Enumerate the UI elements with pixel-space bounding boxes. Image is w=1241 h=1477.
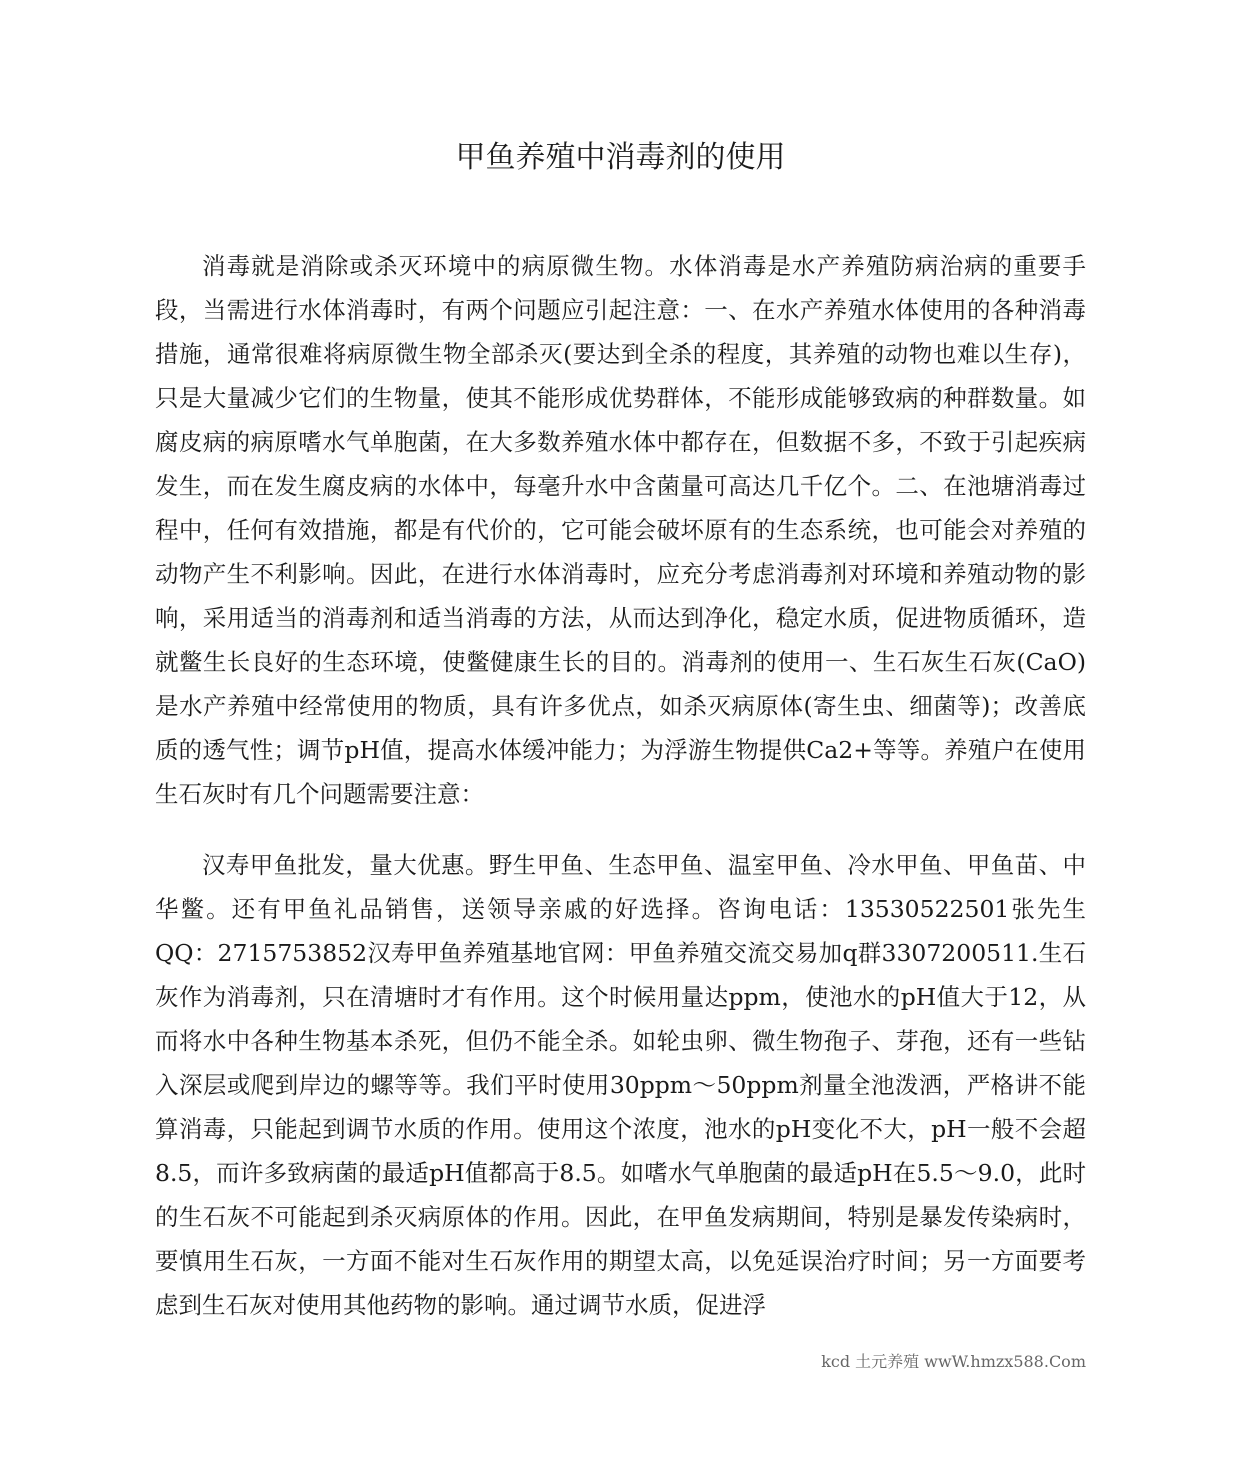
paragraph-disinfection-intro: 消毒就是消除或杀灭环境中的病原微生物。水体消毒是水产养殖防病治病的重要手段，当需进行水体消毒时，有两个问题应引起注意：一、在水产养殖水体使用的各种消毒措施，通常很难将病原微生物全部杀灭(要达到全杀的程度，其养殖的动物也难以生存)，只是大量减少它们的生物量，使其不能形成优势群体，不能形成能够致病的种群数量。如腐皮病的病原嗜水气单胞菌，在大多数养殖水体中都存在，但数据不多，不致于引起疾病发生，而在发生腐皮病的水体中，每毫升水中含菌量可高达几千亿个。二、在池塘消毒过程中，任何有效措施，都是有代价的，它可能会破坏原有的生态系统，也可能会对养殖的动物产生不利影响。因此，在进行水体消毒时，应充分考虑消毒剂对环境和养殖动物的影响，采用适当的消毒剂和适当消毒的方法，从而达到净化，稳定水质，促进物质循环，造就鳖生长良好的生态环境，使鳖健康生长的目的。消毒剂的使用一、生石灰生石灰(CaO)是水产养殖中经常使用的物质，具有许多优点，如杀灭病原体(寄生虫、细菌等)；改善底质的透气性；调节pH值，提高水体缓冲能力；为浮游生物提供Ca2+等等。养殖户在使用生石灰时有几个问题需要注意：: [155, 252, 1086, 808]
page-title: 甲鱼养殖中消毒剂的使用: [455, 140, 786, 175]
paragraph-quicklime-usage: 汉寿甲鱼批发，量大优惠。野生甲鱼、生态甲鱼、温室甲鱼、冷水甲鱼、甲鱼苗、中华鳖。还有甲鱼礼品销售，送领导亲戚的好选择。咨询电话：13530522501张先生QQ：2715753852汉寿甲鱼养殖基地官网：甲鱼养殖交流交易加q群3307200511.生石灰作为消毒剂，只在清塘时才有作用。这个时候用量达ppm，使池水的pH值大于12，从而将水中各种生物基本杀死，但仍不能全杀。如轮虫卵、微生物孢子、芽孢，还有一些钻入深层或爬到岸边的螺等等。我们平时使用30ppm～50ppm剂量全池泼洒，严格讲不能算消毒，只能起到调节水质的作用。使用这个浓度，池水的pH变化不大，pH一般不会超8.5，而许多致病菌的最适pH值都高于8.5。如嗜水气单胞菌的最适pH在5.5～9.0，此时的生石灰不可能起到杀灭病原体的作用。因此，在甲鱼发病期间，特别是暴发传染病时，要慎用生石灰，一方面不能对生石灰作用的期望太高，以免延误治疗时间；另一方面要考虑到生石灰对使用其他药物的影响。通过调节水质，促进浮: [155, 851, 1086, 1319]
page-footer: kcd 土元养殖 wwW.hmzx588.Com: [821, 1352, 1086, 1371]
